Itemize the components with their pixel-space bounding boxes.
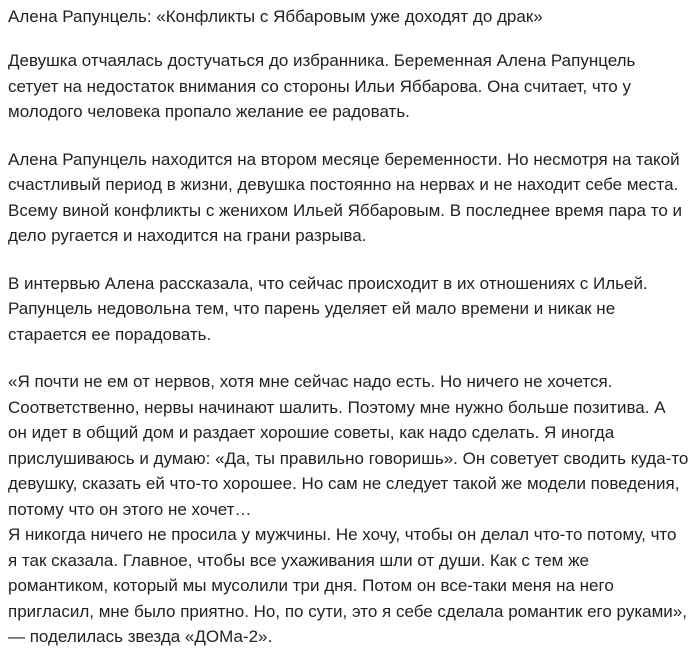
article-quote: «Я почти не ем от нервов, хотя мне сейчас надо есть. Но ничего не хочется. Соответственно, нервы начинают шалить. Поэтому мне нужно больше позитива. А он идет в общий дом и раздает хорошие советы, как надо сделать. Я иногда прислушиваюсь и думаю: «Да, ты правильно говоришь». Он советует сводить куда-то девушку, сказать ей что-то хорошее. Но сам не следует такой же модели поведения, потому что он этого не хочет… — [8, 372, 689, 519]
article-paragraph-lead: Девушка отчаялась достучаться до избранника. Беременная Алена Рапунцель сетует на недостаток внимания со стороны Ильи Яббарова. Она считает, что у молодого человека пропало желание ее радовать. — [8, 51, 636, 121]
article-title: Алена Рапунцель: «Конфликты с Яббаровым уже доходят до драк» — [8, 7, 543, 26]
article-paragraph: В интервью Алена рассказала, что сейчас происходит в их отношениях с Ильей. Рапунцель недовольна тем, что парень уделяет ей мало времени и никак не старается ее порадовать. — [8, 273, 648, 344]
article-quote-continued: Я никогда ничего не просила у мужчины. Не хочу, чтобы он делал что-то потому, что я так сказала. Главное, чтобы все ухаживания шли от души. Как с тем же романтиком, который мы мусолили три дня. Потом он все-таки меня на него пригласил, мне было приятно. Но, по сути, это я себе сделала романтик его руками», — поделилась звезда «ДОМа-2». — [8, 525, 687, 646]
article-paragraph: Алена Рапунцель находится на втором месяце беременности. Но несмотря на такой счастливый период в жизни, девушка постоянно на нервах и не находит себе места. Всему виной конфликты с женихом Ильей Яббаровым. В последнее время пара то и дело ругается и находится на грани разрыва. — [8, 149, 683, 245]
